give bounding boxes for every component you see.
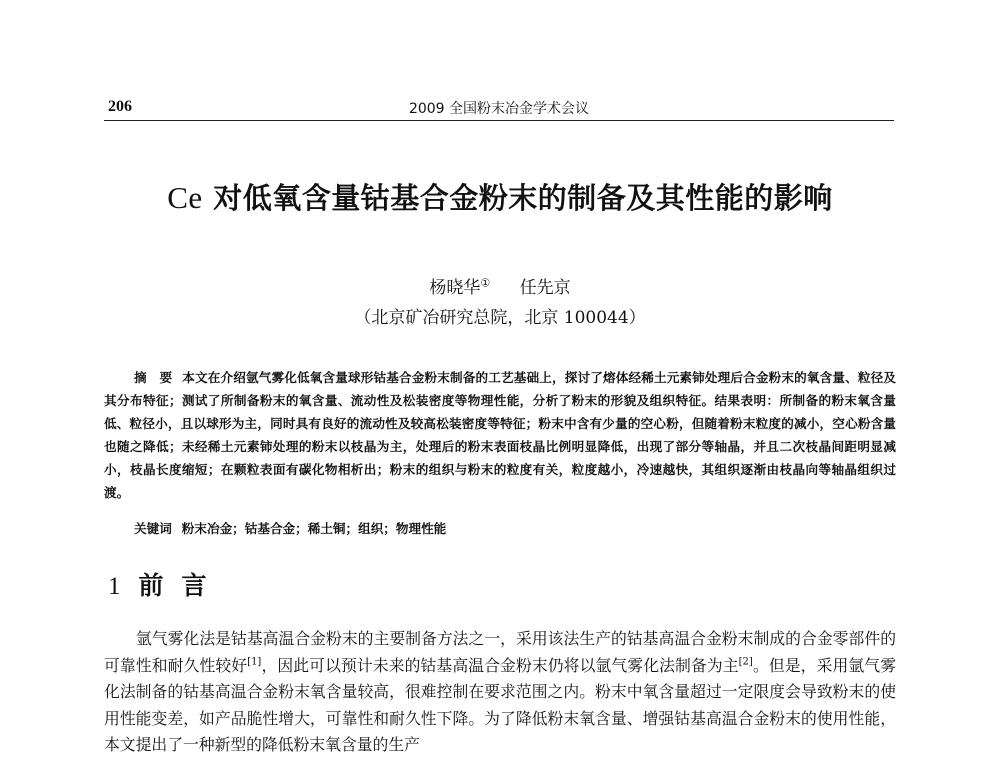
abstract [104, 366, 896, 504]
page-number: 206 [108, 98, 132, 115]
body-text-3: 。但是，采用氩气雾化法制备的钴基高温合金粉末氧含量较高，很难控制在要求范围之内。粉末中氧含量超过一定限度会导致粉末的使用性能变差，如产品脆性增大，可靠性和耐久性下降。为了降低粉末氧含量、增强钴基高温合金粉末的使用性能，本文提出了一种新型的降低粉末氧含量的生产 [104, 655, 896, 754]
keywords-label: 关键词 [134, 521, 172, 536]
body-paragraph [104, 626, 896, 759]
abstract-text: 本文在介绍氩气雾化低氧含量球形钴基合金粉末制备的工艺基础上，探讨了熔体经稀土元素铈处理后合金粉末的氧含量、粒径及其分布特征；测试了所制备粉末的氧含量、流动性及松装密度等物理性能，分析了粉末的形貌及组织特征。结果表明：所制备的粉末氧含量低、粒径小，且以球形为主，同时具有良好的流动性及较高松装密度等特征；粉末中含有少量的空心粉，但随着粉末粒度的减小，空心粉含量也随之降低；未经稀土元素铈处理的粉末以枝晶为主，处理后的粉末表面枝晶比例明显降低，出现了部分等轴晶，并且二次枝晶间距明显减小，枝晶长度缩短；在颗粒表面有碳化物相析出；粉末的组织与粉末的粒度有关，粒度越小，冷速越快，其组织逐渐由枝晶向等轴晶组织过渡。 [104, 370, 897, 500]
author-list [0, 273, 1000, 298]
affiliation: （北京矿冶研究总院，北京 100044） [354, 308, 646, 328]
paper-title [60, 176, 940, 217]
author-1: 杨晓华 [429, 278, 481, 298]
section-title: 前言 [138, 571, 225, 600]
keywords-text: 粉末冶金；钴基合金；稀土铜；组织；物理性能 [181, 521, 447, 536]
title-element: Ce [167, 180, 203, 215]
running-header [104, 96, 894, 121]
author-footnote-mark: ① [480, 276, 491, 290]
section-heading [108, 566, 225, 602]
author-name [429, 278, 490, 298]
keywords [134, 518, 446, 537]
author-2: 任先京 [519, 278, 571, 298]
section-number: 1 [108, 573, 121, 600]
journal-title: 2009 全国粉末冶金学术会议 [408, 101, 590, 117]
title-text: 对低氧含量钴基合金粉末的制备及其性能的影响 [202, 181, 833, 215]
citation-ref-2: [2] [738, 656, 753, 668]
body-text-1: 氩气雾化法是钴基高温合金粉末的主要制备方法之一，采用该法生产的钴基高温合金粉末制成的合金零部件的可靠性和耐久性较好 [104, 629, 896, 675]
citation-ref-1: [1] [247, 656, 262, 668]
abstract-label: 摘 要 [134, 370, 173, 385]
body-text-2: ，因此可以预计未来的钴基高温合金粉末仍将以氩气雾化法制备为主 [261, 655, 739, 675]
